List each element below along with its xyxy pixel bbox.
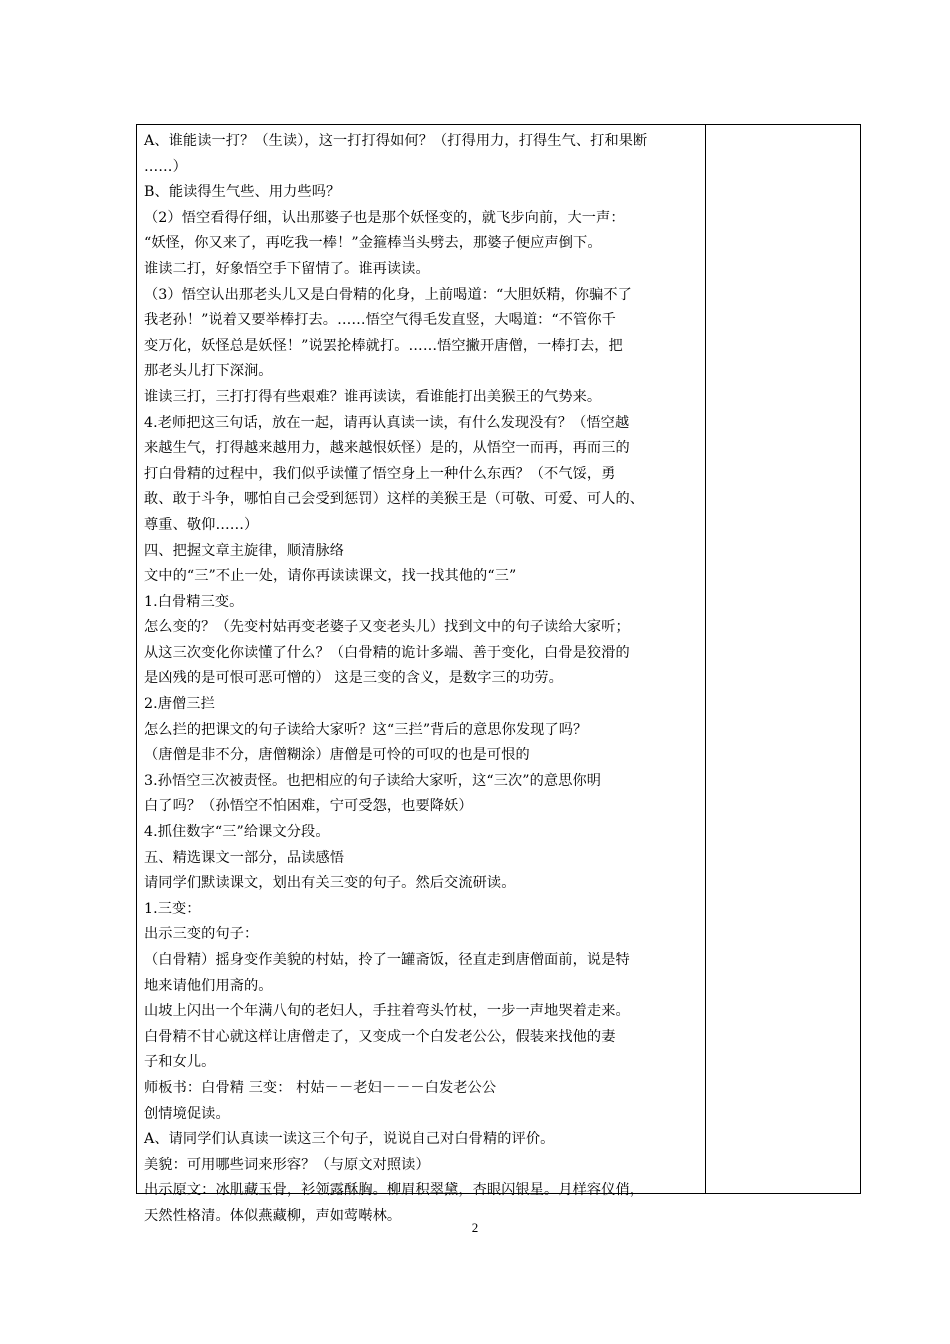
text-line: 来越生气，打得越来越用力，越来越恨妖怪）是的，从悟空一而再，再而三的 — [144, 440, 630, 457]
text-line: 我老孙！”说着又要举棒打去。……悟空气得毛发直竖，大喝道：“不管你千 — [144, 312, 616, 329]
text-line: 变万化，妖怪总是妖怪！”说罢抡棒就打。……悟空撇开唐僧，一棒打去，把 — [144, 337, 623, 354]
text-line: 是凶残的是可恨可恶可憎的） 这是三变的含义，是数字三的功劳。 — [144, 670, 563, 687]
text-line: 出示三变的句子： — [144, 926, 259, 943]
text-line: 4.抓住数字“三”给课文分段。 — [144, 824, 330, 841]
text-line: 白骨精不甘心就这样让唐僧走了，又变成一个白发老公公，假装来找他的妻 — [144, 1028, 616, 1045]
text-line: 怎么拦的把课文的句子读给大家听？这“三拦”背后的意思你发现了吗？ — [144, 721, 588, 738]
text-line: 从这三次变化你读懂了什么？（白骨精的诡计多端、善于变化，白骨是狡滑的 — [144, 644, 630, 661]
text-line: 谁读二打，好象悟空手下留情了。谁再读读。 — [144, 260, 430, 277]
text-line: 山坡上闪出一个年满八旬的老妇人，手拄着弯头竹杖，一步一声地哭着走来。 — [144, 1003, 630, 1020]
text-line: 师板书：白骨精 三变： 村姑－－老妇－－－白发老公公 — [144, 1079, 497, 1096]
text-line: 创情境促读。 — [144, 1105, 230, 1122]
text-line: （唐僧是非不分，唐僧糊涂）唐僧是可怜的可叹的也是可恨的 — [144, 747, 530, 764]
text-line: 1.白骨精三变。 — [144, 593, 244, 610]
notes-cell — [706, 125, 860, 1193]
text-line: 2.唐僧三拦 — [144, 696, 215, 713]
text-line: （3）悟空认出那老头儿又是白骨精的化身，上前喝道：“大胆妖精，你骗不了 — [144, 286, 632, 303]
text-line: 请同学们默读课文，划出有关三变的句子。然后交流研读。 — [144, 875, 516, 892]
text-line: 子和女儿。 — [144, 1054, 216, 1071]
text-line: 4.老师把这三句话，放在一起，请再认真读一读，有什么发现没有？（悟空越 — [144, 414, 630, 431]
text-line: 美貌：可用哪些词来形容？（与原文对照读） — [144, 1156, 430, 1173]
lesson-plan-table — [136, 124, 861, 1224]
text-line: 1.三变： — [144, 900, 201, 917]
text-line: B、能读得生气些、用力些吗？ — [144, 184, 341, 201]
text-line: 尊重、敬仰……） — [144, 516, 259, 533]
text-line: 出示原文：冰肌藏玉骨，衫领露酥胸。柳眉积翠黛，杏眼闪银星。月样容仪俏， — [144, 1182, 645, 1199]
text-line: 天然性格清。体似燕藏柳，声如莺啭林。 — [144, 1207, 402, 1224]
text-line: 地来请他们用斋的。 — [144, 977, 273, 994]
text-line: 那老头儿打下深涧。 — [144, 363, 273, 380]
text-line: 五、精选课文一部分，品读感悟 — [144, 849, 345, 866]
text-line: 3.孙悟空三次被责怪。也把相应的句子读给大家听，这“三次”的意思你明 — [144, 772, 602, 789]
text-line: 敢、敢于斗争，哪怕自己会受到惩罚）这样的美猴王是（可敬、可爱、可人的、 — [144, 491, 645, 508]
text-line: A、谁能读一打？（生读），这一打打得如何？（打得用力，打得生气、打和果断 — [144, 133, 648, 149]
lesson-content-cell — [137, 125, 706, 1224]
text-line: 文中的“三”不止一处，请你再读读课文，找一找其他的“三” — [144, 568, 517, 585]
text-line: “妖怪，你又来了，再吃我一棒！”金箍棒当头劈去，那婆子便应声倒下。 — [144, 235, 602, 252]
page-number: 2 — [471, 1220, 479, 1235]
text-line: ……） — [144, 158, 187, 175]
text-line: 打白骨精的过程中，我们似乎读懂了悟空身上一种什么东西？（不气馁，勇 — [144, 465, 616, 482]
text-line: 白了吗？（孙悟空不怕困难，宁可受怨，也要降妖） — [144, 798, 473, 815]
text-line: A、请同学们认真读一读这三个句子，说说自己对白骨精的评价。 — [144, 1131, 555, 1148]
text-line: （白骨精）摇身变作美貌的村姑，拎了一罐斋饭，径直走到唐僧面前，说是特 — [144, 952, 630, 968]
text-line: 怎么变的？（先变村姑再变老婆子又变老头儿）找到文中的句子读给大家听； — [144, 619, 630, 636]
text-line: 四、把握文章主旋律，顺清脉络 — [144, 542, 345, 559]
text-line: （2）悟空看得仔细，认出那婆子也是那个妖怪变的，就飞步向前，大一声： — [144, 209, 625, 226]
text-line: 谁读三打，三打打得有些艰难？谁再读读，看谁能打出美猴王的气势来。 — [144, 388, 602, 405]
